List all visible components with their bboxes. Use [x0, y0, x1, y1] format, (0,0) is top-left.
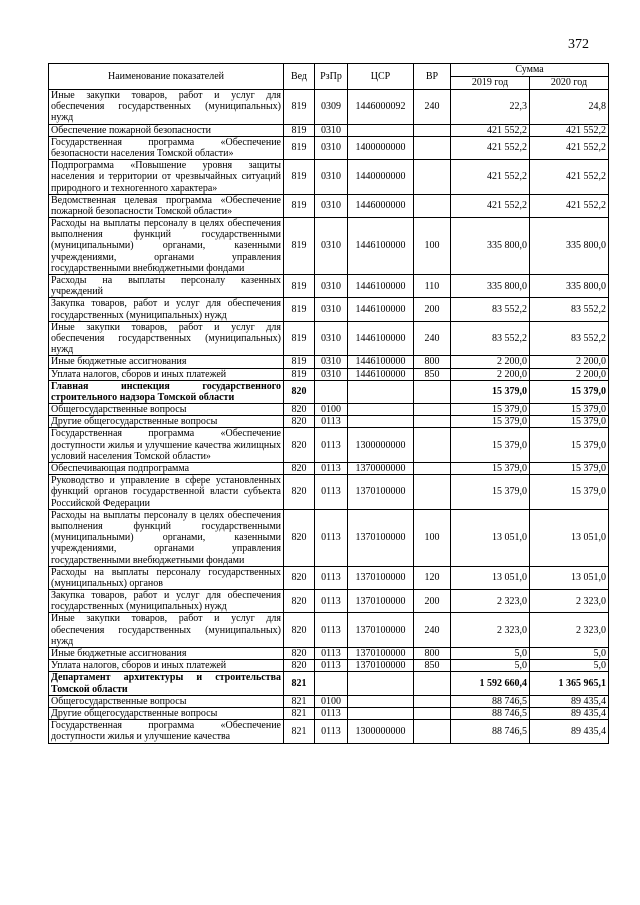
cell-y2020: 2 200,0	[530, 356, 609, 368]
cell-rzpr: 0113	[315, 428, 348, 463]
cell-vr: 200	[414, 298, 451, 321]
table-row	[49, 404, 609, 416]
cell-ved: 819	[284, 275, 315, 298]
cell-vr	[414, 380, 451, 403]
cell-name: Расходы на выплаты персоналу в целях обеспечения выполнения функций государственными (муниципальными) органами, казенными учреждениями, органами управления государственными внебюджетными фондами	[49, 218, 284, 275]
cell-y2020: 89 435,4	[530, 720, 609, 743]
cell-y2019: 421 552,2	[451, 136, 530, 159]
cell-name: Государственная программа «Обеспечение безопасности населения Томской области»	[49, 136, 284, 159]
cell-name: Расходы на выплаты персоналу в целях обеспечения выполнения функций государственными (муниципальными) органами, казенными учреждениями, органами управления государственными внебюджетными фондами	[49, 509, 284, 566]
cell-y2020: 421 552,2	[530, 160, 609, 195]
cell-name: Иные бюджетные ассигнования	[49, 648, 284, 660]
cell-y2019: 13 051,0	[451, 566, 530, 589]
cell-name: Иные закупки товаров, работ и услуг для обеспечения государственных (муниципальных) нужд	[49, 613, 284, 648]
cell-vr: 240	[414, 90, 451, 125]
cell-name: Подпрограмма «Повышение уровня защиты населения и территории от чрезвычайных ситуаций природного и техногенного характера»	[49, 160, 284, 195]
cell-ved: 820	[284, 509, 315, 566]
header-sum: Сумма	[451, 64, 609, 77]
header-2020: 2020 год	[530, 77, 609, 90]
cell-rzpr: 0113	[315, 648, 348, 660]
table-row	[49, 356, 609, 368]
cell-vr	[414, 416, 451, 428]
cell-y2020: 13 051,0	[530, 509, 609, 566]
cell-rzpr: 0113	[315, 590, 348, 613]
cell-y2020: 15 379,0	[530, 463, 609, 475]
cell-ved: 820	[284, 416, 315, 428]
cell-vr	[414, 463, 451, 475]
cell-rzpr	[315, 380, 348, 403]
cell-y2020: 2 200,0	[530, 368, 609, 380]
cell-name: Закупка товаров, работ и услуг для обеспечения государственных (муниципальных) нужд	[49, 590, 284, 613]
budget-table	[48, 63, 609, 744]
cell-rzpr	[315, 672, 348, 695]
cell-vr	[414, 136, 451, 159]
cell-y2020: 5,0	[530, 660, 609, 672]
cell-y2020: 15 379,0	[530, 416, 609, 428]
cell-y2020: 335 800,0	[530, 275, 609, 298]
cell-rzpr: 0310	[315, 136, 348, 159]
cell-y2020: 15 379,0	[530, 475, 609, 510]
table-row	[49, 136, 609, 159]
cell-vr: 200	[414, 590, 451, 613]
cell-ved: 820	[284, 475, 315, 510]
cell-vr	[414, 404, 451, 416]
table-row	[49, 298, 609, 321]
cell-ved: 819	[284, 218, 315, 275]
cell-rzpr: 0100	[315, 695, 348, 707]
table-row	[49, 90, 609, 125]
cell-rzpr: 0310	[315, 194, 348, 217]
table-row	[49, 648, 609, 660]
cell-csr: 1370100000	[348, 475, 414, 510]
header-rzpr: РзПр	[315, 64, 348, 90]
cell-ved: 819	[284, 356, 315, 368]
cell-vr: 240	[414, 321, 451, 356]
cell-ved: 820	[284, 566, 315, 589]
table-row	[49, 566, 609, 589]
cell-name: Другие общегосударственные вопросы	[49, 707, 284, 719]
header-2019: 2019 год	[451, 77, 530, 90]
cell-y2020: 421 552,2	[530, 194, 609, 217]
cell-y2019: 83 552,2	[451, 298, 530, 321]
cell-vr	[414, 160, 451, 195]
cell-rzpr: 0310	[315, 356, 348, 368]
table-row	[49, 509, 609, 566]
cell-vr	[414, 475, 451, 510]
cell-vr: 110	[414, 275, 451, 298]
cell-y2020: 24,8	[530, 90, 609, 125]
cell-vr: 240	[414, 613, 451, 648]
cell-csr: 1440000000	[348, 160, 414, 195]
cell-name: Уплата налогов, сборов и иных платежей	[49, 368, 284, 380]
cell-rzpr: 0113	[315, 720, 348, 743]
cell-vr	[414, 672, 451, 695]
cell-y2020: 83 552,2	[530, 321, 609, 356]
cell-ved: 821	[284, 672, 315, 695]
cell-csr	[348, 695, 414, 707]
cell-y2019: 83 552,2	[451, 321, 530, 356]
cell-ved: 819	[284, 160, 315, 195]
cell-csr: 1446100000	[348, 218, 414, 275]
table-row	[49, 695, 609, 707]
cell-y2020: 15 379,0	[530, 380, 609, 403]
header-csr: ЦСР	[348, 64, 414, 90]
cell-csr: 1446100000	[348, 275, 414, 298]
cell-y2019: 1 592 660,4	[451, 672, 530, 695]
cell-y2019: 335 800,0	[451, 275, 530, 298]
cell-rzpr: 0113	[315, 475, 348, 510]
cell-rzpr: 0113	[315, 660, 348, 672]
cell-csr	[348, 380, 414, 403]
table-body	[49, 90, 609, 744]
cell-name: Руководство и управление в сфере установленных функций органов государственной власти субъекта Российской Федерации	[49, 475, 284, 510]
cell-y2019: 5,0	[451, 648, 530, 660]
cell-y2019: 5,0	[451, 660, 530, 672]
cell-y2020: 421 552,2	[530, 136, 609, 159]
cell-vr: 850	[414, 368, 451, 380]
cell-y2019: 88 746,5	[451, 695, 530, 707]
cell-ved: 819	[284, 90, 315, 125]
cell-vr	[414, 695, 451, 707]
cell-y2019: 2 200,0	[451, 368, 530, 380]
table-row	[49, 194, 609, 217]
cell-ved: 820	[284, 428, 315, 463]
cell-ved: 819	[284, 368, 315, 380]
cell-vr	[414, 428, 451, 463]
cell-y2019: 13 051,0	[451, 509, 530, 566]
cell-y2020: 1 365 965,1	[530, 672, 609, 695]
cell-rzpr: 0113	[315, 416, 348, 428]
cell-vr: 850	[414, 660, 451, 672]
cell-csr: 1370100000	[348, 660, 414, 672]
table-row	[49, 380, 609, 403]
cell-y2020: 89 435,4	[530, 707, 609, 719]
cell-y2019: 15 379,0	[451, 416, 530, 428]
header-name: Наименование показателей	[49, 64, 284, 90]
cell-csr: 1370100000	[348, 613, 414, 648]
cell-rzpr: 0310	[315, 321, 348, 356]
cell-name: Уплата налогов, сборов и иных платежей	[49, 660, 284, 672]
table-row	[49, 463, 609, 475]
cell-y2019: 88 746,5	[451, 720, 530, 743]
cell-y2019: 15 379,0	[451, 463, 530, 475]
cell-rzpr: 0100	[315, 404, 348, 416]
table-row	[49, 275, 609, 298]
cell-csr: 1446000092	[348, 90, 414, 125]
table-row	[49, 368, 609, 380]
cell-y2019: 22,3	[451, 90, 530, 125]
cell-rzpr: 0113	[315, 509, 348, 566]
cell-name: Расходы на выплаты персоналу казенных учреждений	[49, 275, 284, 298]
cell-name: Обеспечивающая подпрограмма	[49, 463, 284, 475]
cell-y2020: 5,0	[530, 648, 609, 660]
table-row	[49, 613, 609, 648]
cell-ved: 821	[284, 695, 315, 707]
cell-rzpr: 0309	[315, 90, 348, 125]
table-row	[49, 707, 609, 719]
cell-csr: 1370100000	[348, 648, 414, 660]
cell-name: Ведомственная целевая программа «Обеспечение пожарной безопасности Томской области»	[49, 194, 284, 217]
cell-y2020: 2 323,0	[530, 590, 609, 613]
cell-csr	[348, 124, 414, 136]
cell-y2020: 89 435,4	[530, 695, 609, 707]
table-row	[49, 590, 609, 613]
cell-rzpr: 0113	[315, 613, 348, 648]
cell-name: Главная инспекция государственного строительного надзора Томской области	[49, 380, 284, 403]
table-row	[49, 321, 609, 356]
cell-name: Государственная программа «Обеспечение доступности жилья и улучшение качества	[49, 720, 284, 743]
page-number: 372	[568, 37, 589, 52]
cell-rzpr: 0310	[315, 368, 348, 380]
table-row	[49, 428, 609, 463]
cell-rzpr: 0310	[315, 298, 348, 321]
table-row	[49, 672, 609, 695]
cell-rzpr: 0310	[315, 218, 348, 275]
cell-ved: 821	[284, 720, 315, 743]
table-row	[49, 124, 609, 136]
cell-vr: 800	[414, 648, 451, 660]
cell-ved: 819	[284, 136, 315, 159]
cell-ved: 820	[284, 590, 315, 613]
cell-csr	[348, 707, 414, 719]
cell-ved: 819	[284, 321, 315, 356]
cell-y2019: 15 379,0	[451, 428, 530, 463]
cell-y2020: 15 379,0	[530, 404, 609, 416]
cell-name: Иные закупки товаров, работ и услуг для обеспечения государственных (муниципальных) нужд	[49, 321, 284, 356]
cell-vr: 100	[414, 218, 451, 275]
cell-ved: 820	[284, 613, 315, 648]
header-ved: Вед	[284, 64, 315, 90]
cell-y2019: 15 379,0	[451, 475, 530, 510]
cell-y2019: 421 552,2	[451, 160, 530, 195]
cell-y2019: 421 552,2	[451, 194, 530, 217]
cell-ved: 820	[284, 404, 315, 416]
cell-ved: 819	[284, 194, 315, 217]
cell-y2019: 2 200,0	[451, 356, 530, 368]
cell-ved: 820	[284, 660, 315, 672]
cell-name: Департамент архитектуры и строительства Томской области	[49, 672, 284, 695]
cell-ved: 821	[284, 707, 315, 719]
cell-name: Другие общегосударственные вопросы	[49, 416, 284, 428]
cell-name: Обеспечение пожарной безопасности	[49, 124, 284, 136]
cell-csr: 1446000000	[348, 194, 414, 217]
cell-csr: 1446100000	[348, 356, 414, 368]
table-row	[49, 416, 609, 428]
cell-rzpr: 0113	[315, 463, 348, 475]
cell-csr: 1370100000	[348, 509, 414, 566]
cell-ved: 820	[284, 463, 315, 475]
cell-y2019: 2 323,0	[451, 590, 530, 613]
cell-csr: 1446100000	[348, 368, 414, 380]
cell-csr: 1446100000	[348, 298, 414, 321]
cell-name: Общегосударственные вопросы	[49, 695, 284, 707]
cell-ved: 819	[284, 298, 315, 321]
cell-name: Общегосударственные вопросы	[49, 404, 284, 416]
cell-y2020: 13 051,0	[530, 566, 609, 589]
cell-csr: 1446100000	[348, 321, 414, 356]
table-row	[49, 160, 609, 195]
cell-csr: 1300000000	[348, 428, 414, 463]
cell-rzpr: 0113	[315, 566, 348, 589]
cell-vr: 800	[414, 356, 451, 368]
cell-vr	[414, 194, 451, 217]
cell-ved: 820	[284, 648, 315, 660]
cell-vr: 100	[414, 509, 451, 566]
table-row	[49, 720, 609, 743]
cell-rzpr: 0310	[315, 275, 348, 298]
cell-y2020: 83 552,2	[530, 298, 609, 321]
cell-rzpr: 0310	[315, 160, 348, 195]
header-vr: ВР	[414, 64, 451, 90]
cell-y2019: 88 746,5	[451, 707, 530, 719]
cell-vr	[414, 720, 451, 743]
cell-y2019: 421 552,2	[451, 124, 530, 136]
table-row	[49, 475, 609, 510]
cell-csr	[348, 404, 414, 416]
cell-rzpr: 0113	[315, 707, 348, 719]
cell-y2020: 15 379,0	[530, 428, 609, 463]
cell-csr	[348, 416, 414, 428]
cell-name: Расходы на выплаты персоналу государственных (муниципальных) органов	[49, 566, 284, 589]
cell-csr: 1400000000	[348, 136, 414, 159]
cell-name: Иные закупки товаров, работ и услуг для обеспечения государственных (муниципальных) нужд	[49, 90, 284, 125]
cell-y2020: 2 323,0	[530, 613, 609, 648]
cell-y2020: 335 800,0	[530, 218, 609, 275]
table-row	[49, 660, 609, 672]
cell-y2019: 15 379,0	[451, 380, 530, 403]
cell-vr	[414, 707, 451, 719]
cell-name: Иные бюджетные ассигнования	[49, 356, 284, 368]
cell-name: Закупка товаров, работ и услуг для обеспечения государственных (муниципальных) нужд	[49, 298, 284, 321]
cell-ved: 820	[284, 380, 315, 403]
cell-y2019: 335 800,0	[451, 218, 530, 275]
cell-rzpr: 0310	[315, 124, 348, 136]
cell-csr: 1370100000	[348, 590, 414, 613]
table-row	[49, 218, 609, 275]
cell-csr: 1370000000	[348, 463, 414, 475]
cell-csr	[348, 672, 414, 695]
cell-csr: 1300000000	[348, 720, 414, 743]
cell-name: Государственная программа «Обеспечение доступности жилья и улучшение качества жилищных условий населения Томской области»	[49, 428, 284, 463]
cell-csr: 1370100000	[348, 566, 414, 589]
cell-vr	[414, 124, 451, 136]
cell-vr: 120	[414, 566, 451, 589]
cell-ved: 819	[284, 124, 315, 136]
cell-y2020: 421 552,2	[530, 124, 609, 136]
cell-y2019: 15 379,0	[451, 404, 530, 416]
cell-y2019: 2 323,0	[451, 613, 530, 648]
